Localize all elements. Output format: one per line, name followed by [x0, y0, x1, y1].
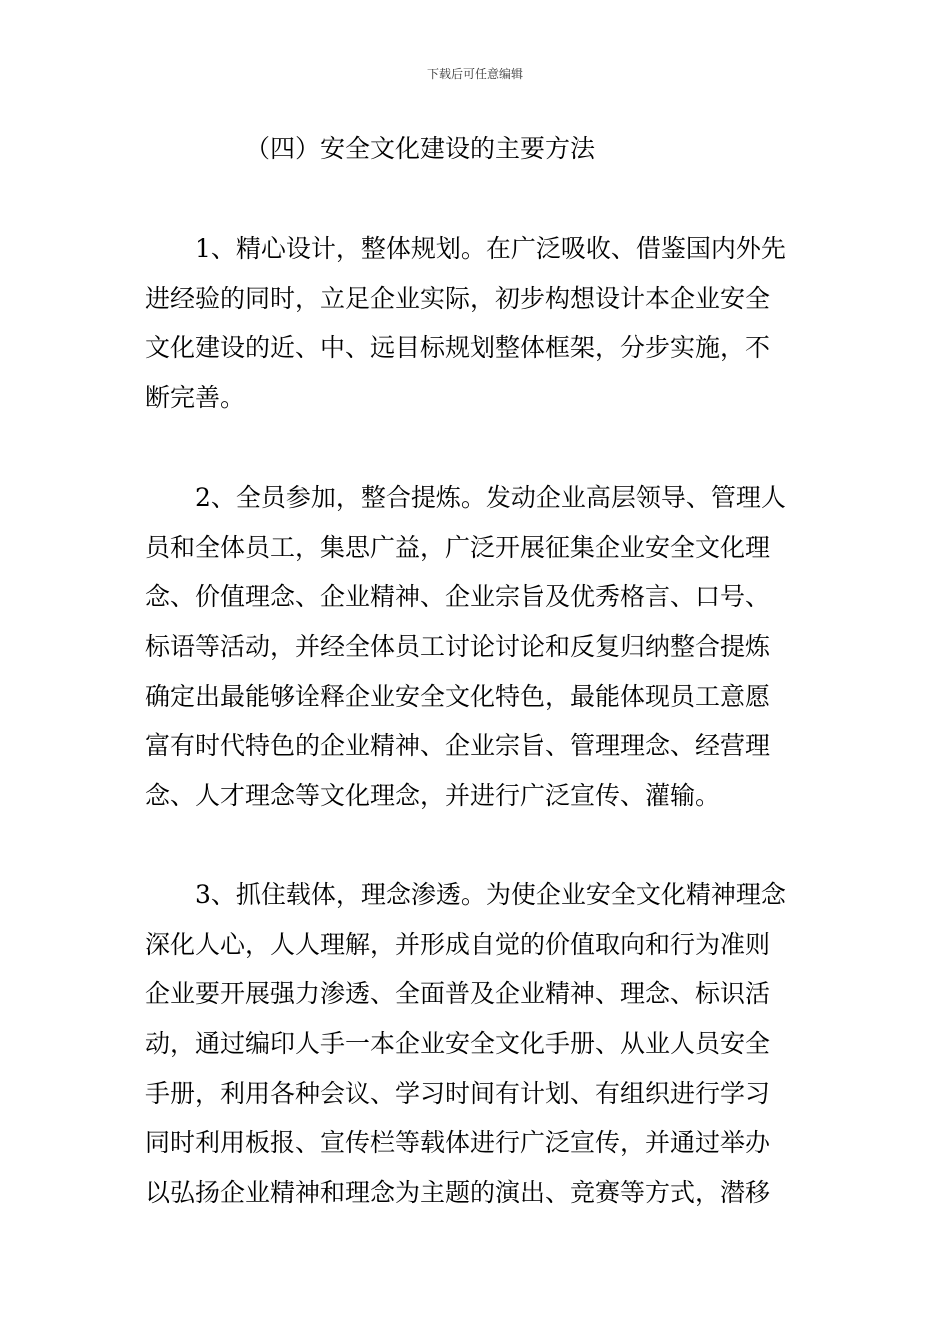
paragraph-line: 动，通过编印人手一本企业安全文化手册、从业人员安全 [145, 1029, 771, 1059]
paragraph-3 [145, 870, 825, 1218]
page-title: （四）安全文化建设的主要方法 [245, 134, 596, 163]
paragraph-line: 念、人才理念等文化理念，并进行广泛宣传、灌输。 [145, 781, 721, 811]
paragraph-line: 以弘扬企业精神和理念为主题的演出、竞赛等方式，潜移 [145, 1178, 771, 1208]
paragraph-line: 2、全员参加，整合提炼。发动企业高层领导、管理人 [195, 483, 786, 512]
paragraph-line: 进经验的同时，立足企业实际，初步构想设计本企业安全 [145, 283, 771, 313]
paragraph-line: 3、抓住载体，理念渗透。为使企业安全文化精神理念 [195, 880, 786, 909]
paragraph-line: 员和全体员工，集思广益，广泛开展征集企业安全文化理 [145, 532, 771, 562]
paragraph-line: 标语等活动，并经全体员工讨论讨论和反复归纳整合提炼 [145, 632, 771, 662]
paragraph-line: 同时利用板报、宣传栏等载体进行广泛宣传，并通过举办 [145, 1128, 771, 1158]
paragraph-line: 企业要开展强力渗透、全面普及企业精神、理念、标识活 [145, 979, 771, 1009]
paragraph-line: 手册，利用各种会议、学习时间有计划、有组织进行学习 [145, 1078, 771, 1108]
paragraph-1 [145, 224, 825, 423]
paragraph-line: 文化建设的近、中、远目标规划整体框架，分步实施，不 [145, 333, 771, 363]
paragraph-line: 念、价值理念、企业精神、企业宗旨及优秀格言、口号、 [145, 582, 771, 612]
paragraph-line: 断完善。 [145, 383, 246, 413]
paragraph-line: 1、精心设计，整体规划。在广泛吸收、借鉴国内外先 [195, 234, 786, 263]
paragraph-line: 确定出最能够诠释企业安全文化特色，最能体现员工意愿 [145, 681, 771, 711]
paragraph-line: 富有时代特色的企业精神、企业宗旨、管理理念、经营理 [145, 731, 771, 761]
header-note: 下载后可任意编辑 [426, 67, 523, 81]
paragraph-line: 深化人心，人人理解，并形成自觉的价值取向和行为准则 [145, 929, 771, 959]
paragraph-2 [145, 473, 825, 821]
